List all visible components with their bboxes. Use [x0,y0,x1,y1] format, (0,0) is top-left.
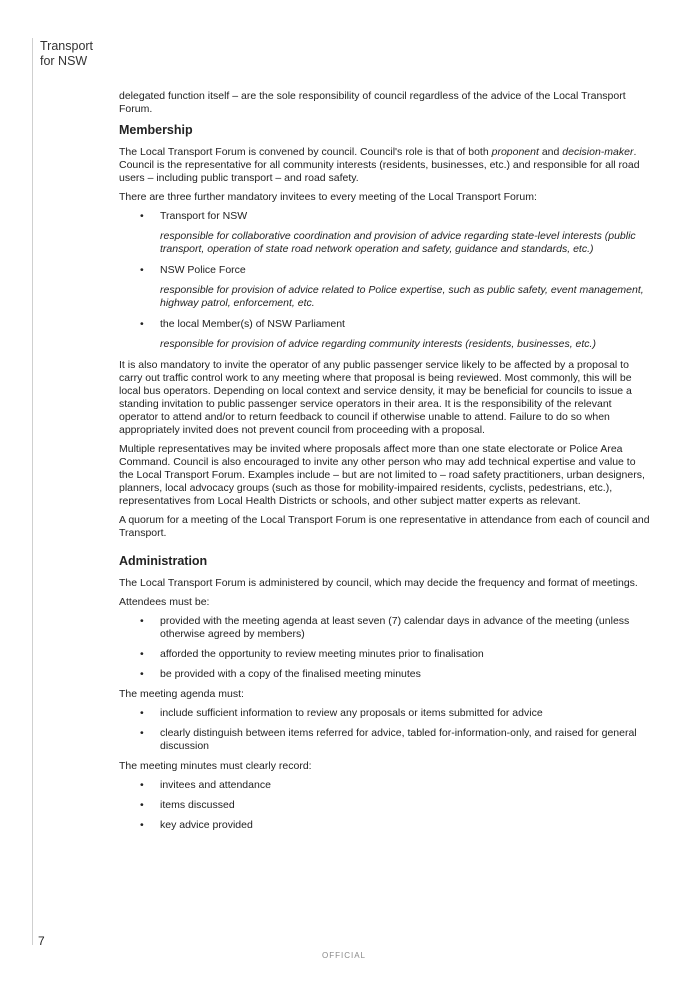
list-item-text: include sufficient information to review any proposals or items submitted for advice [160,707,543,719]
bullet-icon: • [140,668,144,680]
invitee-name: the local Member(s) of NSW Parliament [160,318,345,330]
invitee-note: responsible for collaborative coordination and provision of advice regarding state-level interests (public transport, operation of state road network operation and safety, guidance and standards, etc.) [160,230,636,255]
administration-heading: Administration [119,554,208,568]
bullet-icon: • [140,264,144,276]
list-item [119,264,653,310]
list-item [119,318,653,351]
bullet-icon: • [140,727,144,739]
list-item [119,799,653,812]
list-item-text: afforded the opportunity to review meeting minutes prior to finalisation [160,648,484,660]
bullet-icon: • [140,779,144,791]
list-item-text: clearly distinguish between items referred for advice, tabled for-information-only, and raised for general discussion [160,727,637,752]
list-item [119,819,653,832]
list-item [119,210,653,256]
transport-for-nsw-logo [40,39,93,69]
list-item-text: invitees and attendance [160,779,271,791]
bullet-icon: • [140,210,144,222]
list-item [119,779,653,792]
classification-label: OFFICIAL [322,951,367,960]
attendees-intro: Attendees must be: [119,596,210,608]
text-run: and [538,146,563,158]
list-item [119,707,653,720]
invitee-note: responsible for provision of advice related to Police expertise, such as public safety, event management, highway patrol, enforcement, etc. [160,284,644,309]
bullet-icon: • [140,819,144,831]
text-run: The Local Transport Forum is convened by council. Council's role is that of both [119,146,492,158]
bullet-icon: • [140,648,144,660]
attendees-list [119,615,653,681]
intro-paragraph: delegated function itself – are the sole responsibility of council regardless of the advice of the Local Transport Forum. [119,90,626,115]
list-item-text: be provided with a copy of the finalised meeting minutes [160,668,421,680]
agenda-intro: The meeting agenda must: [119,688,244,700]
administration-paragraph-1: The Local Transport Forum is administered by council, which may decide the frequency and format of meetings. [119,577,638,589]
minutes-list [119,779,653,832]
bullet-icon: • [140,799,144,811]
invitee-list [119,210,653,351]
document-body [119,90,653,839]
membership-heading: Membership [119,123,193,137]
emphasis-proponent: proponent [491,146,539,158]
logo-line-1: Transport [40,39,94,53]
list-item [119,727,653,753]
list-item-text: key advice provided [160,819,253,831]
membership-paragraph-1 [119,146,653,185]
bullet-icon: • [140,707,144,719]
invitee-name: NSW Police Force [160,264,246,276]
invitee-name: Transport for NSW [160,210,248,222]
membership-paragraph-2: There are three further mandatory invitees to every meeting of the Local Transport Forum: [119,191,537,203]
list-item [119,615,653,641]
logo-line-2: for NSW [40,54,88,68]
bullet-icon: • [140,615,144,627]
emphasis-decision-maker: decision-maker [562,146,634,158]
list-item [119,668,653,681]
page-number: 7 [38,934,45,948]
list-item-text: provided with the meeting agenda at least seven (7) calendar days in advance of the meeting (unless otherwise agreed by members) [160,615,630,640]
list-item-text: items discussed [160,799,235,811]
agenda-list [119,707,653,753]
invitee-note: responsible for provision of advice regarding community interests (residents, businesses, etc.) [160,338,596,350]
minutes-intro: The meeting minutes must clearly record: [119,760,312,772]
membership-paragraph-4: Multiple representatives may be invited where proposals affect more than one state electorate or Police Area Command. Council is also encouraged to invite any other person who may add technical expertise and value to the Local Transport Forum. Examples include – but are not limited to – road safety practitioners, urban designers, planners, local advocacy groups (such as those for mobility-impaired residents, cyclists, pedestrians, etc.), representatives from Local Health Districts or schools, and other subject matter experts as relevant. [119,443,645,507]
margin-rule [32,38,33,945]
list-item [119,648,653,661]
text-run: . Council is the representative for all community interests (residents, businesses, etc.) and responsible for all road users – including public transport – and road safety. [119,146,640,184]
membership-paragraph-5: A quorum for a meeting of the Local Transport Forum is one representative in attendance from each of council and Transport. [119,514,650,539]
membership-paragraph-3: It is also mandatory to invite the operator of any public passenger service likely to be affected by a proposal to carry out traffic control work to any meeting where that proposal is being reviewed. Most commonly, this will be local bus operators. Depending on local context and service density, it may be beneficial for councils to issue a standing invitation to public passenger service operators in their area. It is the responsibility of the relevant operator to attend and/or to return feedback to council if otherwise unable to attend. Failure to do so when appropriately invited does not prevent council from proceeding with a proposal. [119,359,632,436]
bullet-icon: • [140,318,144,330]
